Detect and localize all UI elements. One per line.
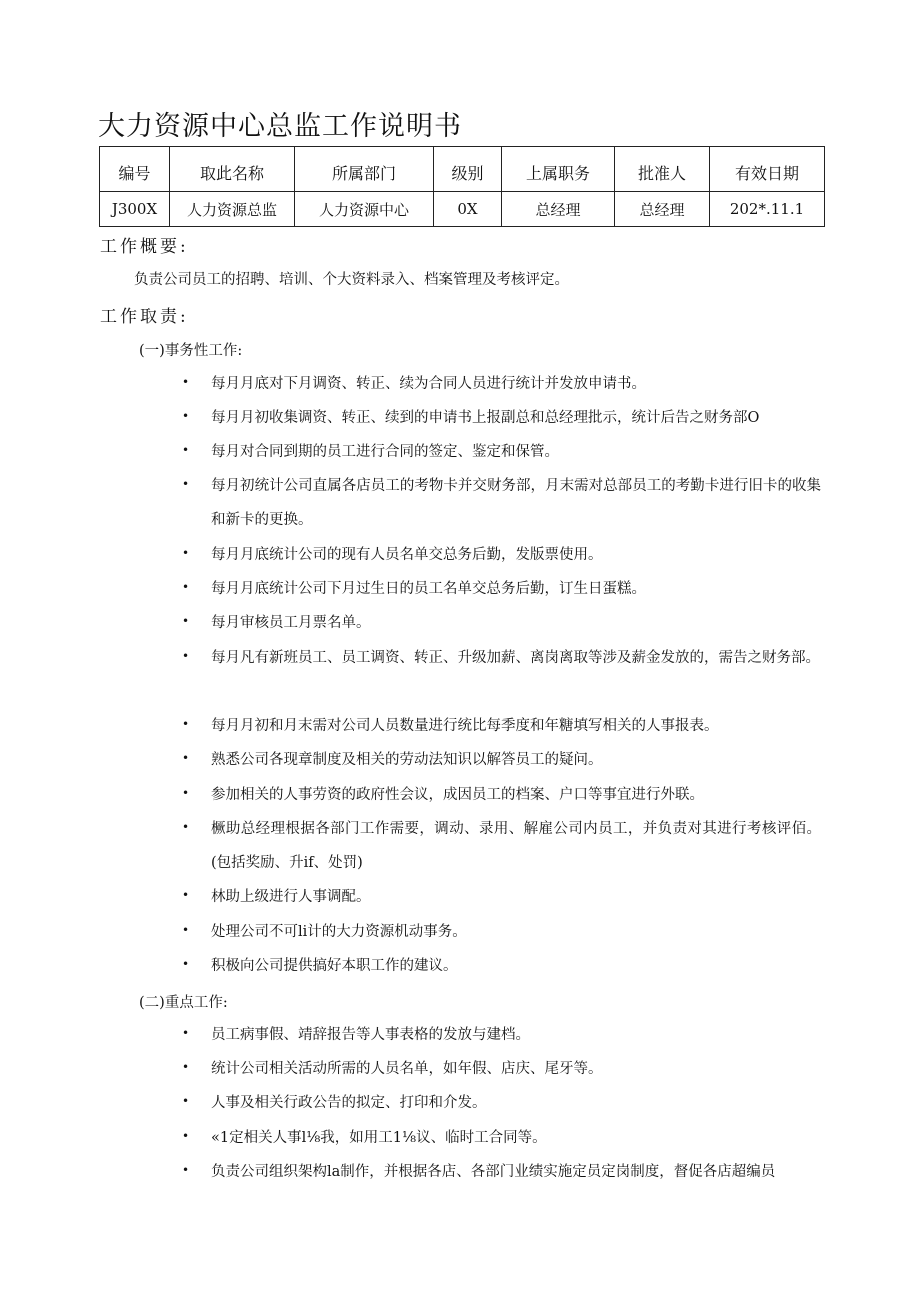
bullet-icon: • [182, 1026, 190, 1040]
value-cell-level: 0X [434, 192, 502, 227]
value-cell-effective-date: 202*.11.1 [710, 192, 825, 227]
info-table-header-row [100, 147, 825, 192]
bullet-icon: • [182, 1129, 190, 1143]
duties-heading: 工作取责: [100, 307, 189, 327]
bullet-icon: • [182, 546, 190, 560]
value-cell-name: 人力资源总监 [170, 192, 295, 227]
bullet-icon: • [182, 1163, 190, 1177]
info-table [99, 146, 825, 227]
header-cell-superior: 上属职务 [502, 147, 615, 192]
bullet-icon: • [182, 409, 190, 423]
header-cell-level: 级别 [434, 147, 502, 192]
bullet-icon: • [182, 923, 190, 937]
bullet-icon: • [182, 375, 190, 389]
bullet-icon: • [182, 1060, 190, 1074]
header-cell-department: 所属部门 [295, 147, 434, 192]
bullet-icon: • [182, 443, 190, 457]
header-cell-effective-date: 有效日期 [710, 147, 825, 192]
bullet-icon: • [182, 717, 190, 731]
bullet-icon: • [182, 786, 190, 800]
bullet-icon: • [182, 614, 190, 628]
header-cell-name: 取此名称 [170, 147, 295, 192]
summary-text: 负责公司员工的招聘、培训、个大资料录入、档案管理及考核评定。 [134, 272, 569, 288]
document-page: 大力资源中心总监工作说明书 编号 取此名称 所属部门 级别 上属职务 批准人 有效日期 J300X 人力资源总监 人力资源中心 0X 总经理 总经理 202*.11.1 工作概要: 负责公司员工的招聘、培训、个大资料录入、档案管理及考核评定。 工作取责: (一)事务性工作: • 每月月底对下月调资、转正、续为合同人员进行统计并发放申请书。 • 每月月初收集调资、转正、续到的申请书上报副总和总经理批示，统计后告之财务部O • 每月对合同到期的员工进行合同的签定、鉴定和保管。 • 每月初统计公司直属各店员工的考物卡并交财务部，月末需对总部员工的考勤卡进行旧卡的收集和新卡的更换。 • 每月月底统计公司的现有人员名单交总务后勤，发版票使用。 • 每月月底统计公司下月过生日的员工名单交总务后勤，订生日蛋糕。 • 每月审核员工月票名单。 • 每月凡有新班员工、员工调资、转正、升级加薪、离岗离取等涉及薪金发放的，需告之财务部。 • 每月月初和月末需对公司人员数量进行统比每季度和年糖填写相关的人事报表。 • 熟悉公司各现章制度及相关的劳动法知识以解答员工的疑问。 • 参加相关的人事劳资的政府性会议，成因员工的档案、户口等事宜进行外联。 • 橛助总经理根据各部门工作需要，调动、录用、解雇公司内员工，并负责对其进行考核评佰。(包括奖励、升if、处罚) • 林助上级进行人事调配。 • 处理公司不可li计的大力资源机动事务。 • 积极向公司提供搞好本职工作的建议。 (二)重点工作: • 员工病事假、靖辞报告等人事表格的发放与建档。 • 统计公司相关活动所需的人员名单，如年假、店庆、尾牙等。 • 人事及相关行政公告的拟定、打印和介发。 • «1定相关人事l⅛我，如用工1⅛议、临时工合同等。 • 负责公司组织架构la制作，并根据各店、各部门业绩实施定员定岗制度，督促各店超编员 [0, 0, 920, 1301]
key-subheading: (二)重点工作: [139, 995, 228, 1011]
header-cell-approver: 批准人 [615, 147, 710, 192]
bullet-icon: • [182, 957, 190, 971]
bullet-icon: • [182, 477, 190, 491]
value-cell-superior: 总经理 [502, 192, 615, 227]
bullet-icon: • [182, 580, 190, 594]
bullet-icon: • [182, 1094, 190, 1108]
bullet-icon: • [182, 888, 190, 902]
info-table-value-row [100, 192, 825, 227]
summary-heading: 工作概要: [100, 237, 189, 257]
bullet-icon: • [182, 751, 190, 765]
routine-subheading: (一)事务性工作: [139, 343, 243, 359]
header-cell-id: 编号 [100, 147, 170, 192]
value-cell-approver: 总经理 [615, 192, 710, 227]
bullet-icon: • [182, 649, 190, 663]
value-cell-id: J300X [100, 192, 170, 227]
document-title: 大力资源中心总监工作说明书 [98, 111, 462, 142]
value-cell-department: 人力资源中心 [295, 192, 434, 227]
bullet-icon: • [182, 820, 190, 834]
